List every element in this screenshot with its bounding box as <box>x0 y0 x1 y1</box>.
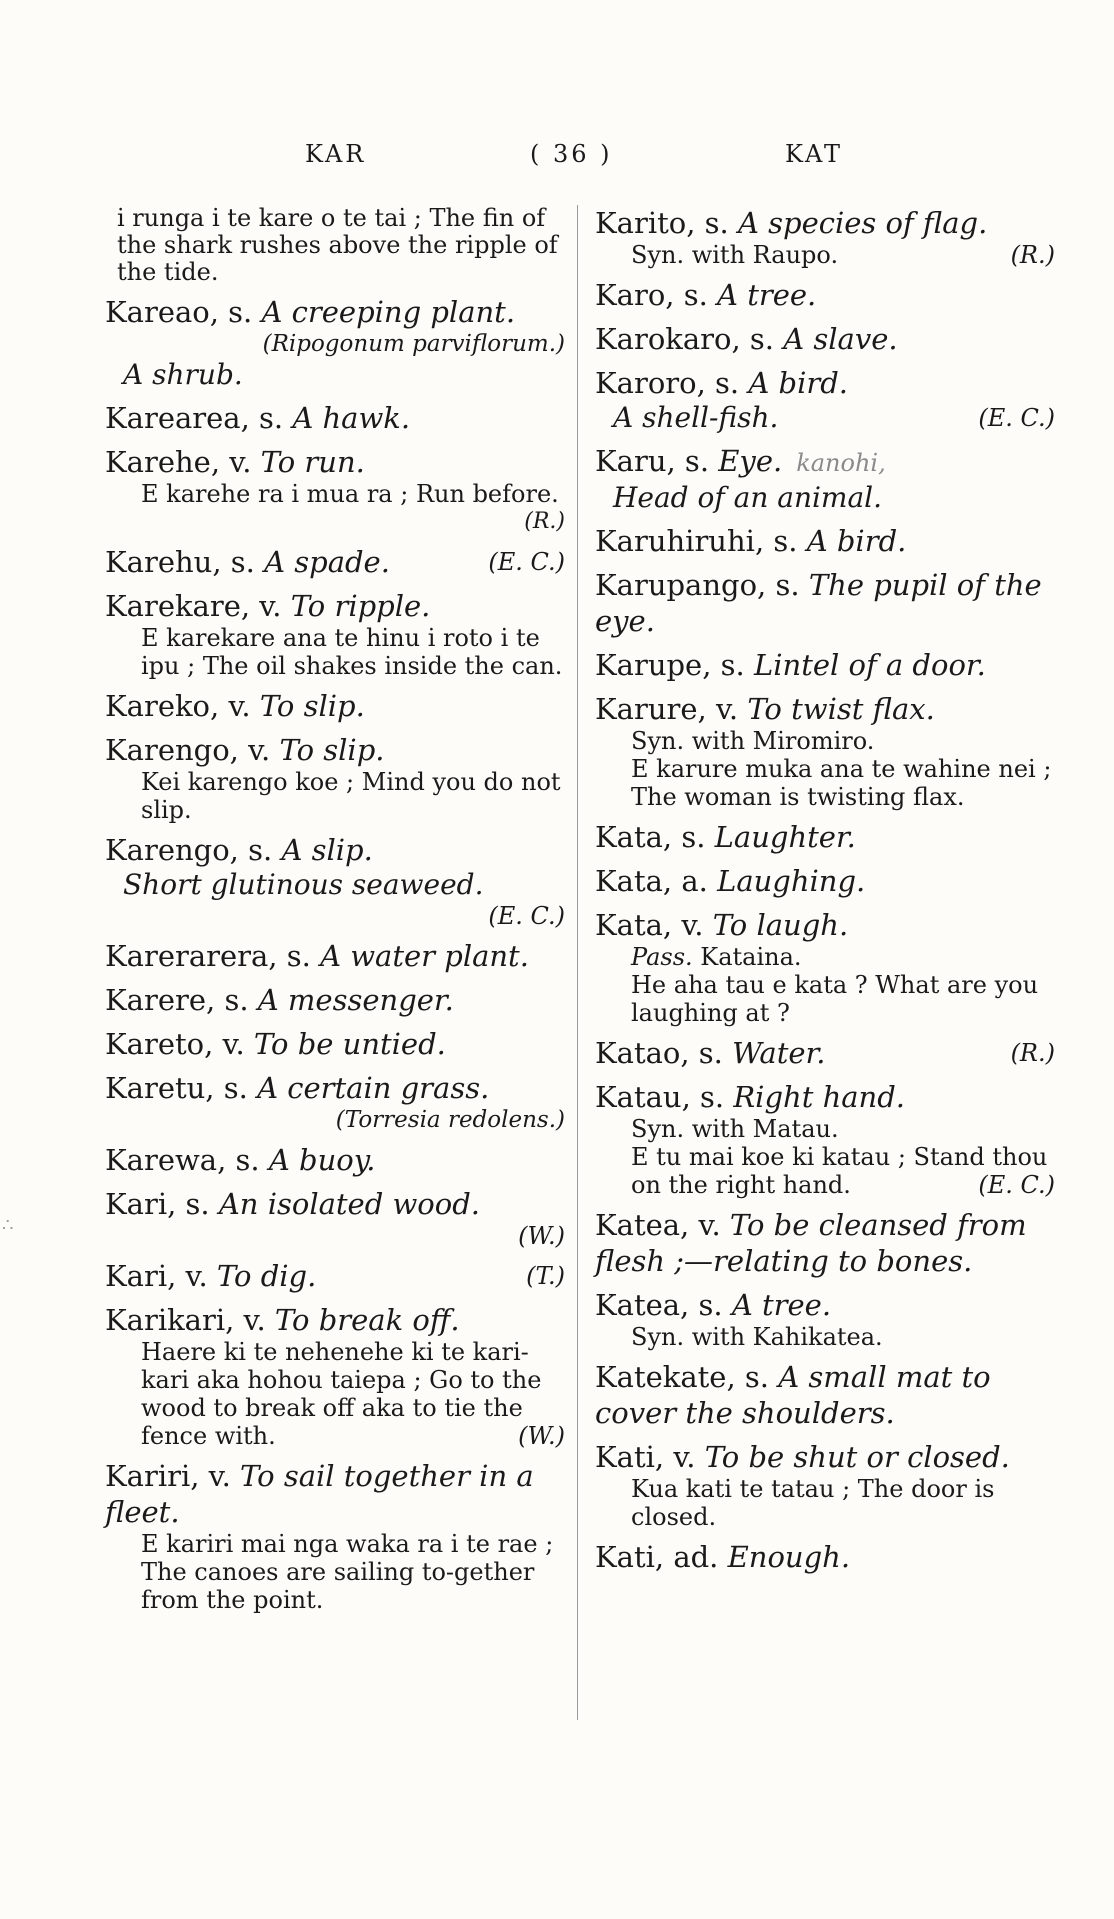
entry-kata-a <box>595 863 1055 899</box>
entry-kareko <box>105 688 565 724</box>
column-divider <box>577 205 578 1720</box>
definition: A hawk. <box>292 401 411 435</box>
source-tag: (R.) <box>524 509 565 534</box>
headword: Karure, v. <box>595 692 739 726</box>
headword: Kati, ad. <box>595 1540 719 1574</box>
entry-karoro <box>595 365 1055 435</box>
definition: A tree. <box>731 1288 832 1322</box>
definition: To twist flax. <box>747 692 935 726</box>
definition: A bird. <box>748 366 849 400</box>
definition: A small mat to cover the shoulders. <box>595 1360 991 1430</box>
example: E tu mai koe ki katau ; Stand thou on the right hand. <box>631 1143 1048 1199</box>
entry-kati-v <box>595 1439 1055 1531</box>
definition: To be untied. <box>253 1027 446 1061</box>
passive-form: Kataina. <box>700 943 802 971</box>
definition: To break off. <box>274 1303 460 1337</box>
entry-karure <box>595 691 1055 811</box>
headword: Katao, s. <box>595 1036 723 1070</box>
left-column <box>105 205 565 1622</box>
definition: Enough. <box>727 1540 851 1574</box>
header-right-guide: KAT <box>785 140 843 168</box>
example: Kei karengo koe ; Mind you do not slip. <box>141 768 561 824</box>
entry-karekare <box>105 588 565 680</box>
headword: Karewa, s. <box>105 1143 260 1177</box>
entry-karengo-v <box>105 732 565 824</box>
page-number: ( 36 ) <box>530 140 613 168</box>
entry-karokaro <box>595 321 1055 357</box>
definition: A tree. <box>717 278 817 312</box>
headword: Kareto, v. <box>105 1027 245 1061</box>
entry-kareto <box>105 1026 565 1062</box>
entry-karo <box>595 277 1055 313</box>
definition: A species of flag. <box>737 206 988 240</box>
definition: A creeping plant. <box>261 295 516 329</box>
definition: Eye. <box>718 444 783 478</box>
source-tag: (T.) <box>526 1262 565 1290</box>
headword: Kareko, v. <box>105 689 251 723</box>
entry-karere <box>105 982 565 1018</box>
headword: Kareao, s. <box>105 295 253 329</box>
definition: To slip. <box>259 689 365 723</box>
headword: Karengo, v. <box>105 733 271 767</box>
entry-katekate <box>595 1359 1055 1431</box>
entry-karehu <box>105 544 565 580</box>
sense-extra: A shell-fish. <box>613 401 779 434</box>
entry-karupe <box>595 647 1055 683</box>
synonym: Syn. with Raupo. <box>631 241 839 269</box>
headword: Karerarera, s. <box>105 939 311 973</box>
definition: To sail together in a fleet. <box>105 1459 534 1529</box>
pencil-annotation: kanohi, <box>796 449 886 477</box>
definition: A messenger. <box>257 983 454 1017</box>
definition: Water. <box>732 1036 826 1070</box>
right-column <box>595 205 1055 1583</box>
source-tag: (E. C.) <box>978 1171 1055 1199</box>
definition: To laugh. <box>712 908 849 942</box>
headword: Karoro, s. <box>595 366 740 400</box>
headword: Kari, v. <box>105 1259 208 1293</box>
entry-karito <box>595 205 1055 269</box>
definition: To slip. <box>279 733 385 767</box>
example: He aha tau e kata ? What are you laughing at ? <box>631 971 1039 1027</box>
headword: Karu, s. <box>595 444 710 478</box>
headword: Karekare, v. <box>105 589 282 623</box>
sense-extra: A shrub. <box>123 358 243 391</box>
entry-kati-ad <box>595 1539 1055 1575</box>
headword: Karupe, s. <box>595 648 745 682</box>
definition: A bird. <box>806 524 907 558</box>
entry-karewa <box>105 1142 565 1178</box>
entry-karupango <box>595 567 1055 639</box>
source-tag: (W.) <box>518 1422 565 1450</box>
entry-karuhiruhi <box>595 523 1055 559</box>
headword: Karehu, s. <box>105 545 255 579</box>
headword: Karupango, s. <box>595 568 800 602</box>
headword: Katea, v. <box>595 1208 721 1242</box>
entry-katau <box>595 1079 1055 1199</box>
definition: To dig. <box>216 1259 317 1293</box>
definition: To run. <box>260 445 365 479</box>
headword: Karokaro, s. <box>595 322 774 356</box>
example: E karehe ra i mua ra ; Run before. <box>141 480 559 508</box>
headword: Kati, v. <box>595 1440 696 1474</box>
headword: Kari, s. <box>105 1187 210 1221</box>
entry-karerarera <box>105 938 565 974</box>
example: E kariri mai nga waka ra i te rae ; The canoes are sailing to-gether from the point. <box>141 1530 554 1614</box>
headword: Karikari, v. <box>105 1303 266 1337</box>
definition: A certain grass. <box>257 1071 490 1105</box>
entry-karengo-s <box>105 832 565 930</box>
headword: Karetu, s. <box>105 1071 248 1105</box>
header-left-guide: KAR <box>305 140 367 168</box>
definition: To be cleansed from flesh ;—relating to bones. <box>595 1208 1027 1278</box>
definition: Lintel of a door. <box>753 648 986 682</box>
headword: Kariri, v. <box>105 1459 231 1493</box>
definition: The pupil of the eye. <box>595 568 1042 638</box>
source-tag: (E. C.) <box>488 548 565 576</box>
latin-name: (Ripogonum parviflorum.) <box>262 331 565 357</box>
headword: Katau, s. <box>595 1080 725 1114</box>
definition: Laughter. <box>714 820 856 854</box>
definition: A buoy. <box>268 1143 376 1177</box>
entry-kariri <box>105 1458 565 1614</box>
entry-katea-v <box>595 1207 1055 1279</box>
definition: A slave. <box>783 322 898 356</box>
source-tag: (W.) <box>518 1222 565 1250</box>
synonym: Syn. with Matau. <box>631 1115 839 1143</box>
headword: Karere, s. <box>105 983 249 1017</box>
entry-karetu <box>105 1070 565 1134</box>
headword: Karengo, s. <box>105 833 273 867</box>
headword: Katea, s. <box>595 1288 723 1322</box>
passive-label: Pass. <box>631 943 693 971</box>
definition: To ripple. <box>290 589 431 623</box>
definition: Laughing. <box>717 864 866 898</box>
definition: A spade. <box>264 545 390 579</box>
example: Haere ki te nehenehe ki te kari-kari aka hohou taiepa ; Go to the wood to break off aka to tie the fence with. <box>141 1338 542 1450</box>
headword: Karearea, s. <box>105 401 284 435</box>
sense-extra: Head of an animal. <box>613 481 883 514</box>
entry-karikari <box>105 1302 565 1450</box>
headword: Kata, s. <box>595 820 706 854</box>
sense-extra: Short glutinous seaweed. <box>123 868 484 901</box>
headword: Karehe, v. <box>105 445 252 479</box>
entry-kari-s <box>105 1186 565 1250</box>
headword: Katekate, s. <box>595 1360 769 1394</box>
source-tag: (E. C.) <box>488 902 565 930</box>
definition: A slip. <box>281 833 373 867</box>
definition: A water plant. <box>320 939 529 973</box>
margin-smudge: ∴ <box>2 1215 14 1236</box>
entry-katea-s <box>595 1287 1055 1351</box>
example: E karure muka ana te wahine nei ; The woman is twisting flax. <box>631 755 1052 811</box>
synonym: Syn. with Miromiro. <box>631 727 875 755</box>
source-tag: (R.) <box>1010 1039 1055 1067</box>
example: E karekare ana te hinu i roto i te ipu ; The oil shakes inside the can. <box>141 624 563 680</box>
entry-kata-v <box>595 907 1055 1027</box>
entry-kareao <box>105 294 565 392</box>
headword: Karito, s. <box>595 206 729 240</box>
page-header <box>0 140 1114 180</box>
entry-karearea <box>105 400 565 436</box>
definition: To be shut or closed. <box>704 1440 1010 1474</box>
definition: An isolated wood. <box>218 1187 481 1221</box>
headword: Karuhiruhi, s. <box>595 524 798 558</box>
headword: Karo, s. <box>595 278 708 312</box>
definition: Right hand. <box>733 1080 905 1114</box>
latin-name: (Torresia redolens.) <box>335 1107 565 1133</box>
source-tag: (R.) <box>1010 241 1055 269</box>
entry-karehe <box>105 444 565 536</box>
synonym: Syn. with Kahikatea. <box>631 1323 883 1351</box>
headword: Kata, v. <box>595 908 704 942</box>
entry-kata-s <box>595 819 1055 855</box>
entry-karu <box>595 443 1055 515</box>
headword: Kata, a. <box>595 864 708 898</box>
source-tag: (E. C.) <box>978 404 1055 432</box>
entry-kari-v <box>105 1258 565 1294</box>
continued-example: i runga i te kare o te tai ; The fin of the shark rushes above the ripple of the tide. <box>117 204 558 286</box>
entry-katao <box>595 1035 1055 1071</box>
example: Kua kati te tatau ; The door is closed. <box>631 1475 995 1531</box>
